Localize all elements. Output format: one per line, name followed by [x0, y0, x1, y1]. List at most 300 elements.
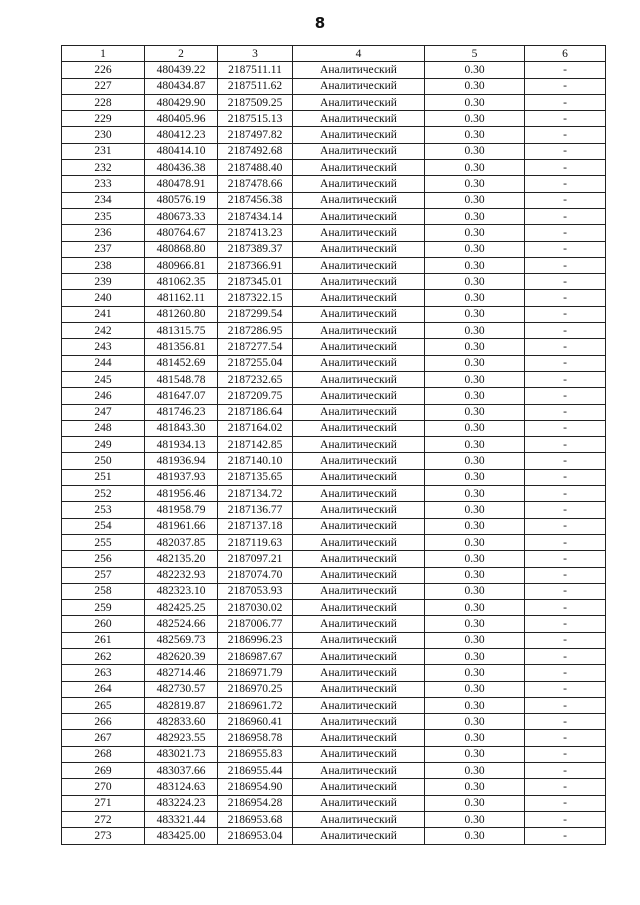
point-number-cell: 262 [62, 648, 145, 664]
method-cell: Аналитический [293, 632, 425, 648]
accuracy-cell: 0.30 [425, 437, 525, 453]
description-cell: - [525, 518, 606, 534]
accuracy-cell: 0.30 [425, 730, 525, 746]
table-row [62, 828, 606, 844]
accuracy-cell: 0.30 [425, 78, 525, 94]
point-number-cell: 248 [62, 420, 145, 436]
table-row [62, 453, 606, 469]
y-coordinate-cell: 2187492.68 [218, 143, 293, 159]
accuracy-cell: 0.30 [425, 127, 525, 143]
x-coordinate-cell: 483321.44 [145, 811, 218, 827]
point-number-cell: 256 [62, 551, 145, 567]
method-cell: Аналитический [293, 714, 425, 730]
x-coordinate-cell: 481260.80 [145, 306, 218, 322]
column-header-y: 3 [218, 46, 293, 62]
x-coordinate-cell: 480405.96 [145, 111, 218, 127]
x-coordinate-cell: 482524.66 [145, 616, 218, 632]
x-coordinate-cell: 482730.57 [145, 681, 218, 697]
y-coordinate-cell: 2187366.91 [218, 257, 293, 273]
y-coordinate-cell: 2186954.28 [218, 795, 293, 811]
point-number-cell: 241 [62, 306, 145, 322]
accuracy-cell: 0.30 [425, 697, 525, 713]
accuracy-cell: 0.30 [425, 600, 525, 616]
accuracy-cell: 0.30 [425, 648, 525, 664]
accuracy-cell: 0.30 [425, 62, 525, 78]
table-row [62, 420, 606, 436]
point-number-cell: 266 [62, 714, 145, 730]
description-cell: - [525, 567, 606, 583]
table-row [62, 78, 606, 94]
x-coordinate-cell: 480764.67 [145, 225, 218, 241]
method-cell: Аналитический [293, 730, 425, 746]
description-cell: - [525, 94, 606, 110]
point-number-cell: 236 [62, 225, 145, 241]
accuracy-cell: 0.30 [425, 795, 525, 811]
description-cell: - [525, 306, 606, 322]
method-cell: Аналитический [293, 811, 425, 827]
x-coordinate-cell: 482135.20 [145, 551, 218, 567]
y-coordinate-cell: 2186955.44 [218, 763, 293, 779]
accuracy-cell: 0.30 [425, 339, 525, 355]
accuracy-cell: 0.30 [425, 355, 525, 371]
table-row [62, 502, 606, 518]
method-cell: Аналитический [293, 404, 425, 420]
method-cell: Аналитический [293, 208, 425, 224]
x-coordinate-cell: 481548.78 [145, 371, 218, 387]
y-coordinate-cell: 2187322.15 [218, 290, 293, 306]
accuracy-cell: 0.30 [425, 143, 525, 159]
method-cell: Аналитический [293, 795, 425, 811]
table-row [62, 339, 606, 355]
y-coordinate-cell: 2187097.21 [218, 551, 293, 567]
point-number-cell: 235 [62, 208, 145, 224]
table-row [62, 62, 606, 78]
point-number-cell: 227 [62, 78, 145, 94]
y-coordinate-cell: 2187232.65 [218, 371, 293, 387]
description-cell: - [525, 469, 606, 485]
accuracy-cell: 0.30 [425, 534, 525, 550]
y-coordinate-cell: 2187509.25 [218, 94, 293, 110]
x-coordinate-cell: 481958.79 [145, 502, 218, 518]
x-coordinate-cell: 481934.13 [145, 437, 218, 453]
column-header-description: 6 [525, 46, 606, 62]
point-number-cell: 239 [62, 274, 145, 290]
y-coordinate-cell: 2187413.23 [218, 225, 293, 241]
method-cell: Аналитический [293, 534, 425, 550]
description-cell: - [525, 486, 606, 502]
y-coordinate-cell: 2187478.66 [218, 176, 293, 192]
x-coordinate-cell: 480576.19 [145, 192, 218, 208]
method-cell: Аналитический [293, 371, 425, 387]
method-cell: Аналитический [293, 241, 425, 257]
x-coordinate-cell: 480966.81 [145, 257, 218, 273]
x-coordinate-cell: 481956.46 [145, 486, 218, 502]
x-coordinate-cell: 481843.30 [145, 420, 218, 436]
table-header-row [62, 46, 606, 62]
method-cell: Аналитический [293, 518, 425, 534]
description-cell: - [525, 371, 606, 387]
accuracy-cell: 0.30 [425, 388, 525, 404]
method-cell: Аналитический [293, 111, 425, 127]
coordinates-table [61, 45, 606, 845]
point-number-cell: 250 [62, 453, 145, 469]
description-cell: - [525, 78, 606, 94]
accuracy-cell: 0.30 [425, 225, 525, 241]
point-number-cell: 240 [62, 290, 145, 306]
point-number-cell: 257 [62, 567, 145, 583]
method-cell: Аналитический [293, 616, 425, 632]
description-cell: - [525, 453, 606, 469]
table-row [62, 697, 606, 713]
point-number-cell: 243 [62, 339, 145, 355]
accuracy-cell: 0.30 [425, 486, 525, 502]
description-cell: - [525, 583, 606, 599]
description-cell: - [525, 714, 606, 730]
y-coordinate-cell: 2187136.77 [218, 502, 293, 518]
column-header-method: 4 [293, 46, 425, 62]
x-coordinate-cell: 482232.93 [145, 567, 218, 583]
accuracy-cell: 0.30 [425, 811, 525, 827]
accuracy-cell: 0.30 [425, 257, 525, 273]
method-cell: Аналитический [293, 306, 425, 322]
table-row [62, 583, 606, 599]
table-row [62, 225, 606, 241]
point-number-cell: 270 [62, 779, 145, 795]
x-coordinate-cell: 481315.75 [145, 323, 218, 339]
description-cell: - [525, 404, 606, 420]
description-cell: - [525, 257, 606, 273]
accuracy-cell: 0.30 [425, 290, 525, 306]
y-coordinate-cell: 2187006.77 [218, 616, 293, 632]
accuracy-cell: 0.30 [425, 94, 525, 110]
y-coordinate-cell: 2187299.54 [218, 306, 293, 322]
description-cell: - [525, 551, 606, 567]
x-coordinate-cell: 481936.94 [145, 453, 218, 469]
table-row [62, 632, 606, 648]
x-coordinate-cell: 483021.73 [145, 746, 218, 762]
y-coordinate-cell: 2187277.54 [218, 339, 293, 355]
point-number-cell: 267 [62, 730, 145, 746]
x-coordinate-cell: 481162.11 [145, 290, 218, 306]
accuracy-cell: 0.30 [425, 111, 525, 127]
description-cell: - [525, 632, 606, 648]
point-number-cell: 231 [62, 143, 145, 159]
y-coordinate-cell: 2187134.72 [218, 486, 293, 502]
accuracy-cell: 0.30 [425, 714, 525, 730]
description-cell: - [525, 502, 606, 518]
column-header-accuracy: 5 [425, 46, 525, 62]
y-coordinate-cell: 2187186.64 [218, 404, 293, 420]
y-coordinate-cell: 2186987.67 [218, 648, 293, 664]
point-number-cell: 258 [62, 583, 145, 599]
method-cell: Аналитический [293, 437, 425, 453]
y-coordinate-cell: 2187456.38 [218, 192, 293, 208]
table-row [62, 160, 606, 176]
accuracy-cell: 0.30 [425, 420, 525, 436]
accuracy-cell: 0.30 [425, 323, 525, 339]
y-coordinate-cell: 2187140.10 [218, 453, 293, 469]
point-number-cell: 254 [62, 518, 145, 534]
x-coordinate-cell: 482620.39 [145, 648, 218, 664]
description-cell: - [525, 274, 606, 290]
point-number-cell: 229 [62, 111, 145, 127]
table-row [62, 176, 606, 192]
method-cell: Аналитический [293, 225, 425, 241]
method-cell: Аналитический [293, 681, 425, 697]
description-cell: - [525, 208, 606, 224]
page-number: 8 [314, 14, 326, 32]
point-number-cell: 263 [62, 665, 145, 681]
x-coordinate-cell: 480439.22 [145, 62, 218, 78]
description-cell: - [525, 420, 606, 436]
table-row [62, 648, 606, 664]
point-number-cell: 272 [62, 811, 145, 827]
method-cell: Аналитический [293, 828, 425, 844]
method-cell: Аналитический [293, 143, 425, 159]
table-row [62, 551, 606, 567]
description-cell: - [525, 160, 606, 176]
accuracy-cell: 0.30 [425, 241, 525, 257]
point-number-cell: 242 [62, 323, 145, 339]
method-cell: Аналитический [293, 648, 425, 664]
method-cell: Аналитический [293, 746, 425, 762]
method-cell: Аналитический [293, 339, 425, 355]
y-coordinate-cell: 2187053.93 [218, 583, 293, 599]
description-cell: - [525, 795, 606, 811]
method-cell: Аналитический [293, 355, 425, 371]
accuracy-cell: 0.30 [425, 681, 525, 697]
x-coordinate-cell: 480434.87 [145, 78, 218, 94]
method-cell: Аналитический [293, 697, 425, 713]
y-coordinate-cell: 2187209.75 [218, 388, 293, 404]
table-row [62, 763, 606, 779]
method-cell: Аналитический [293, 583, 425, 599]
accuracy-cell: 0.30 [425, 551, 525, 567]
description-cell: - [525, 779, 606, 795]
description-cell: - [525, 225, 606, 241]
table-row [62, 714, 606, 730]
x-coordinate-cell: 482714.46 [145, 665, 218, 681]
accuracy-cell: 0.30 [425, 502, 525, 518]
table-row [62, 306, 606, 322]
y-coordinate-cell: 2187511.62 [218, 78, 293, 94]
method-cell: Аналитический [293, 274, 425, 290]
y-coordinate-cell: 2187286.95 [218, 323, 293, 339]
y-coordinate-cell: 2186953.04 [218, 828, 293, 844]
x-coordinate-cell: 483124.63 [145, 779, 218, 795]
x-coordinate-cell: 480673.33 [145, 208, 218, 224]
x-coordinate-cell: 482569.73 [145, 632, 218, 648]
description-cell: - [525, 763, 606, 779]
point-number-cell: 273 [62, 828, 145, 844]
x-coordinate-cell: 481062.35 [145, 274, 218, 290]
table-row [62, 355, 606, 371]
y-coordinate-cell: 2186970.25 [218, 681, 293, 697]
point-number-cell: 268 [62, 746, 145, 762]
point-number-cell: 247 [62, 404, 145, 420]
point-number-cell: 226 [62, 62, 145, 78]
y-coordinate-cell: 2186996.23 [218, 632, 293, 648]
point-number-cell: 230 [62, 127, 145, 143]
point-number-cell: 265 [62, 697, 145, 713]
method-cell: Аналитический [293, 257, 425, 273]
method-cell: Аналитический [293, 486, 425, 502]
description-cell: - [525, 323, 606, 339]
description-cell: - [525, 828, 606, 844]
description-cell: - [525, 730, 606, 746]
x-coordinate-cell: 483425.00 [145, 828, 218, 844]
method-cell: Аналитический [293, 453, 425, 469]
method-cell: Аналитический [293, 127, 425, 143]
table-row [62, 323, 606, 339]
y-coordinate-cell: 2187164.02 [218, 420, 293, 436]
accuracy-cell: 0.30 [425, 469, 525, 485]
description-cell: - [525, 192, 606, 208]
accuracy-cell: 0.30 [425, 518, 525, 534]
accuracy-cell: 0.30 [425, 274, 525, 290]
description-cell: - [525, 111, 606, 127]
accuracy-cell: 0.30 [425, 763, 525, 779]
point-number-cell: 245 [62, 371, 145, 387]
method-cell: Аналитический [293, 665, 425, 681]
table-row [62, 257, 606, 273]
point-number-cell: 244 [62, 355, 145, 371]
table-row [62, 94, 606, 110]
description-cell: - [525, 600, 606, 616]
y-coordinate-cell: 2187497.82 [218, 127, 293, 143]
table-row [62, 746, 606, 762]
table-row [62, 469, 606, 485]
column-header-x: 2 [145, 46, 218, 62]
y-coordinate-cell: 2187515.13 [218, 111, 293, 127]
table-row [62, 437, 606, 453]
point-number-cell: 260 [62, 616, 145, 632]
table-row [62, 730, 606, 746]
description-cell: - [525, 62, 606, 78]
point-number-cell: 232 [62, 160, 145, 176]
table-row [62, 600, 606, 616]
method-cell: Аналитический [293, 290, 425, 306]
y-coordinate-cell: 2187135.65 [218, 469, 293, 485]
y-coordinate-cell: 2187119.63 [218, 534, 293, 550]
description-cell: - [525, 811, 606, 827]
y-coordinate-cell: 2186953.68 [218, 811, 293, 827]
point-number-cell: 249 [62, 437, 145, 453]
table-row [62, 681, 606, 697]
y-coordinate-cell: 2186958.78 [218, 730, 293, 746]
x-coordinate-cell: 482425.25 [145, 600, 218, 616]
method-cell: Аналитический [293, 567, 425, 583]
x-coordinate-cell: 481746.23 [145, 404, 218, 420]
x-coordinate-cell: 480436.38 [145, 160, 218, 176]
x-coordinate-cell: 481937.93 [145, 469, 218, 485]
table-row [62, 518, 606, 534]
accuracy-cell: 0.30 [425, 371, 525, 387]
table-row [62, 795, 606, 811]
point-number-cell: 234 [62, 192, 145, 208]
y-coordinate-cell: 2186971.79 [218, 665, 293, 681]
table-row [62, 192, 606, 208]
point-number-cell: 251 [62, 469, 145, 485]
method-cell: Аналитический [293, 469, 425, 485]
description-cell: - [525, 746, 606, 762]
method-cell: Аналитический [293, 62, 425, 78]
description-cell: - [525, 290, 606, 306]
table-row [62, 241, 606, 257]
x-coordinate-cell: 481647.07 [145, 388, 218, 404]
point-number-cell: 253 [62, 502, 145, 518]
method-cell: Аналитический [293, 763, 425, 779]
accuracy-cell: 0.30 [425, 208, 525, 224]
accuracy-cell: 0.30 [425, 746, 525, 762]
y-coordinate-cell: 2186961.72 [218, 697, 293, 713]
table-row [62, 208, 606, 224]
x-coordinate-cell: 483224.23 [145, 795, 218, 811]
description-cell: - [525, 339, 606, 355]
accuracy-cell: 0.30 [425, 453, 525, 469]
x-coordinate-cell: 483037.66 [145, 763, 218, 779]
x-coordinate-cell: 480478.91 [145, 176, 218, 192]
x-coordinate-cell: 481961.66 [145, 518, 218, 534]
point-number-cell: 238 [62, 257, 145, 273]
accuracy-cell: 0.30 [425, 404, 525, 420]
y-coordinate-cell: 2187142.85 [218, 437, 293, 453]
method-cell: Аналитический [293, 779, 425, 795]
x-coordinate-cell: 482323.10 [145, 583, 218, 599]
x-coordinate-cell: 481356.81 [145, 339, 218, 355]
accuracy-cell: 0.30 [425, 665, 525, 681]
accuracy-cell: 0.30 [425, 616, 525, 632]
method-cell: Аналитический [293, 600, 425, 616]
y-coordinate-cell: 2186960.41 [218, 714, 293, 730]
table-row [62, 779, 606, 795]
description-cell: - [525, 355, 606, 371]
description-cell: - [525, 534, 606, 550]
method-cell: Аналитический [293, 176, 425, 192]
point-number-cell: 264 [62, 681, 145, 697]
point-number-cell: 255 [62, 534, 145, 550]
description-cell: - [525, 681, 606, 697]
table-row [62, 811, 606, 827]
accuracy-cell: 0.30 [425, 828, 525, 844]
table-row [62, 665, 606, 681]
x-coordinate-cell: 480429.90 [145, 94, 218, 110]
x-coordinate-cell: 482037.85 [145, 534, 218, 550]
table-row [62, 371, 606, 387]
description-cell: - [525, 616, 606, 632]
description-cell: - [525, 648, 606, 664]
method-cell: Аналитический [293, 420, 425, 436]
table-row [62, 274, 606, 290]
method-cell: Аналитический [293, 94, 425, 110]
point-number-cell: 233 [62, 176, 145, 192]
point-number-cell: 269 [62, 763, 145, 779]
y-coordinate-cell: 2187137.18 [218, 518, 293, 534]
method-cell: Аналитический [293, 502, 425, 518]
x-coordinate-cell: 481452.69 [145, 355, 218, 371]
description-cell: - [525, 388, 606, 404]
y-coordinate-cell: 2187255.04 [218, 355, 293, 371]
accuracy-cell: 0.30 [425, 160, 525, 176]
table-body [62, 62, 606, 844]
point-number-cell: 261 [62, 632, 145, 648]
point-number-cell: 252 [62, 486, 145, 502]
method-cell: Аналитический [293, 192, 425, 208]
description-cell: - [525, 176, 606, 192]
table-row [62, 616, 606, 632]
table-row [62, 567, 606, 583]
method-cell: Аналитический [293, 388, 425, 404]
